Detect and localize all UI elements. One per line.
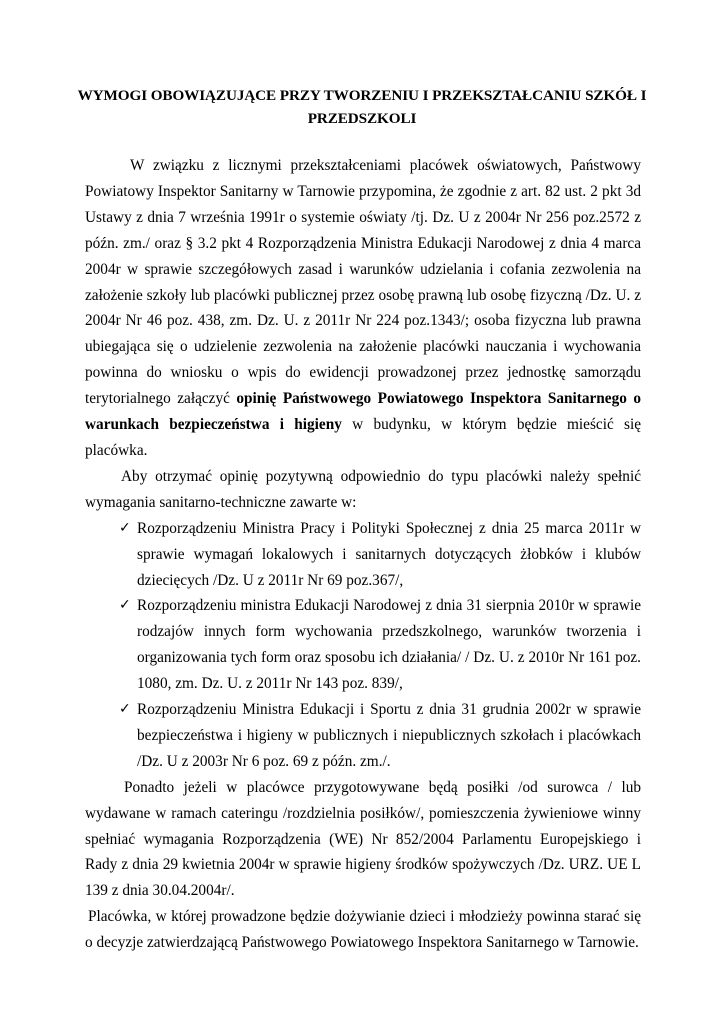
intro-text-end: w budynku, w którym będzie mieścić się placówka. <box>85 416 641 459</box>
closing-paragraph: Placówka, w której prowadzone będzie dożywianie dzieci i młodzieży powinna starać się o decyzje zatwierdzającą Państwowego Powiatowego Inspektora Sanitarnego w Tarnowie. <box>85 908 641 952</box>
checkmark-icon: ✓ <box>119 701 131 718</box>
checkmark-icon: ✓ <box>119 519 131 536</box>
checkmark-icon: ✓ <box>119 597 131 614</box>
regulation-text: Rozporządzeniu ministra Edukacji Narodowej z dnia 31 sierpnia 2010r w sprawie rodzajów innych form wychowania przedszkolnego, warunków tworzenia i organizowania tych form oraz sposobu ich działania/ / Dz. U. z 2010r Nr 161 poz. 1080, zm. Dz. U. z 2011r Nr 143 poz. 839/, <box>137 597 641 693</box>
regulation-text: Rozporządzeniu Ministra Pracy i Polityki Społecznej z dnia 25 marca 2011r w sprawie wymagań lokalowych i sanitarnych dotyczących żłobków i klubów dziecięcych /Dz. U z 2011r Nr 69 poz.367/, <box>137 519 641 589</box>
document-title: WYMOGI OBOWIĄZUJĄCE PRZY TWORZENIU I PRZEKSZTAŁCANIU SZKÓŁ I PRZEDSZKOLI <box>77 87 647 127</box>
list-item <box>119 516 641 594</box>
intro-paragraph <box>85 153 641 464</box>
intro-text: W związku z licznymi przekształceniami placówek oświatowych, Państwowy Powiatowy Inspektor Sanitarny w Tarnowie przypomina, że zgodnie z art. 82 ust. 2 pkt 3d Ustawy z dnia 7 września 1991r o systemie oświaty /tj. Dz. U z 2004r Nr 256 poz.2572 z późn. zm./ oraz § 3.2 pkt 4 Rozporządzenia Ministra Edukacji Narodowej z dnia 4 marca 2004r w sprawie szczegółowych zasad i warunków udzielania i cofania zezwolenia na założenie szkoły lub placówki publicznej przez osobę prawną lub osobę fizyczną /Dz. U. z 2004r Nr 46 poz. 438, zm. Dz. U. z 2011r Nr 224 poz.1343/; osoba fizyczna lub prawna ubiegająca się o udzielenie zezwolenia na założenie placówki nauczania i wychowania powinna do wniosku o wpis do ewidencji prowadzonej przez jednostkę samorządu terytorialnego załączyć <box>85 157 641 408</box>
required-opinion-text: opinię Państwowego Powiatowego Inspektora Sanitarnego o warunkach bezpieczeństwa i higieny <box>85 390 641 434</box>
document-body <box>85 153 641 956</box>
list-item <box>119 593 641 697</box>
regulation-text: Rozporządzeniu Ministra Edukacji i Sportu z dnia 31 grudnia 2002r w sprawie bezpieczeństwa i higieny w publicznych i niepublicznych szkołach i placówkach /Dz. U z 2003r Nr 6 poz. 69 z późn. zm./. <box>137 701 641 770</box>
requirements-paragraph: Aby otrzymać opinię pozytywną odpowiednio do typu placówki należy spełnić wymagania sanitarno-techniczne zawarte w: <box>85 467 641 511</box>
list-item <box>119 697 641 775</box>
catering-paragraph: Ponadto jeżeli w placówce przygotowywane będą posiłki /od surowca / lub wydawane w ramach cateringu /rozdzielnia posiłków/, pomieszczenia żywieniowe winny spełniać wymagania Rozporządzenia (WE) Nr 852/2004 Parlamentu Europejskiego i Rady z dnia 29 kwietnia 2004r w sprawie higieny środków spożywczych /Dz. URZ. UE L 139 z dnia 30.04.2004r/. <box>85 778 641 900</box>
regulations-list <box>85 516 641 775</box>
